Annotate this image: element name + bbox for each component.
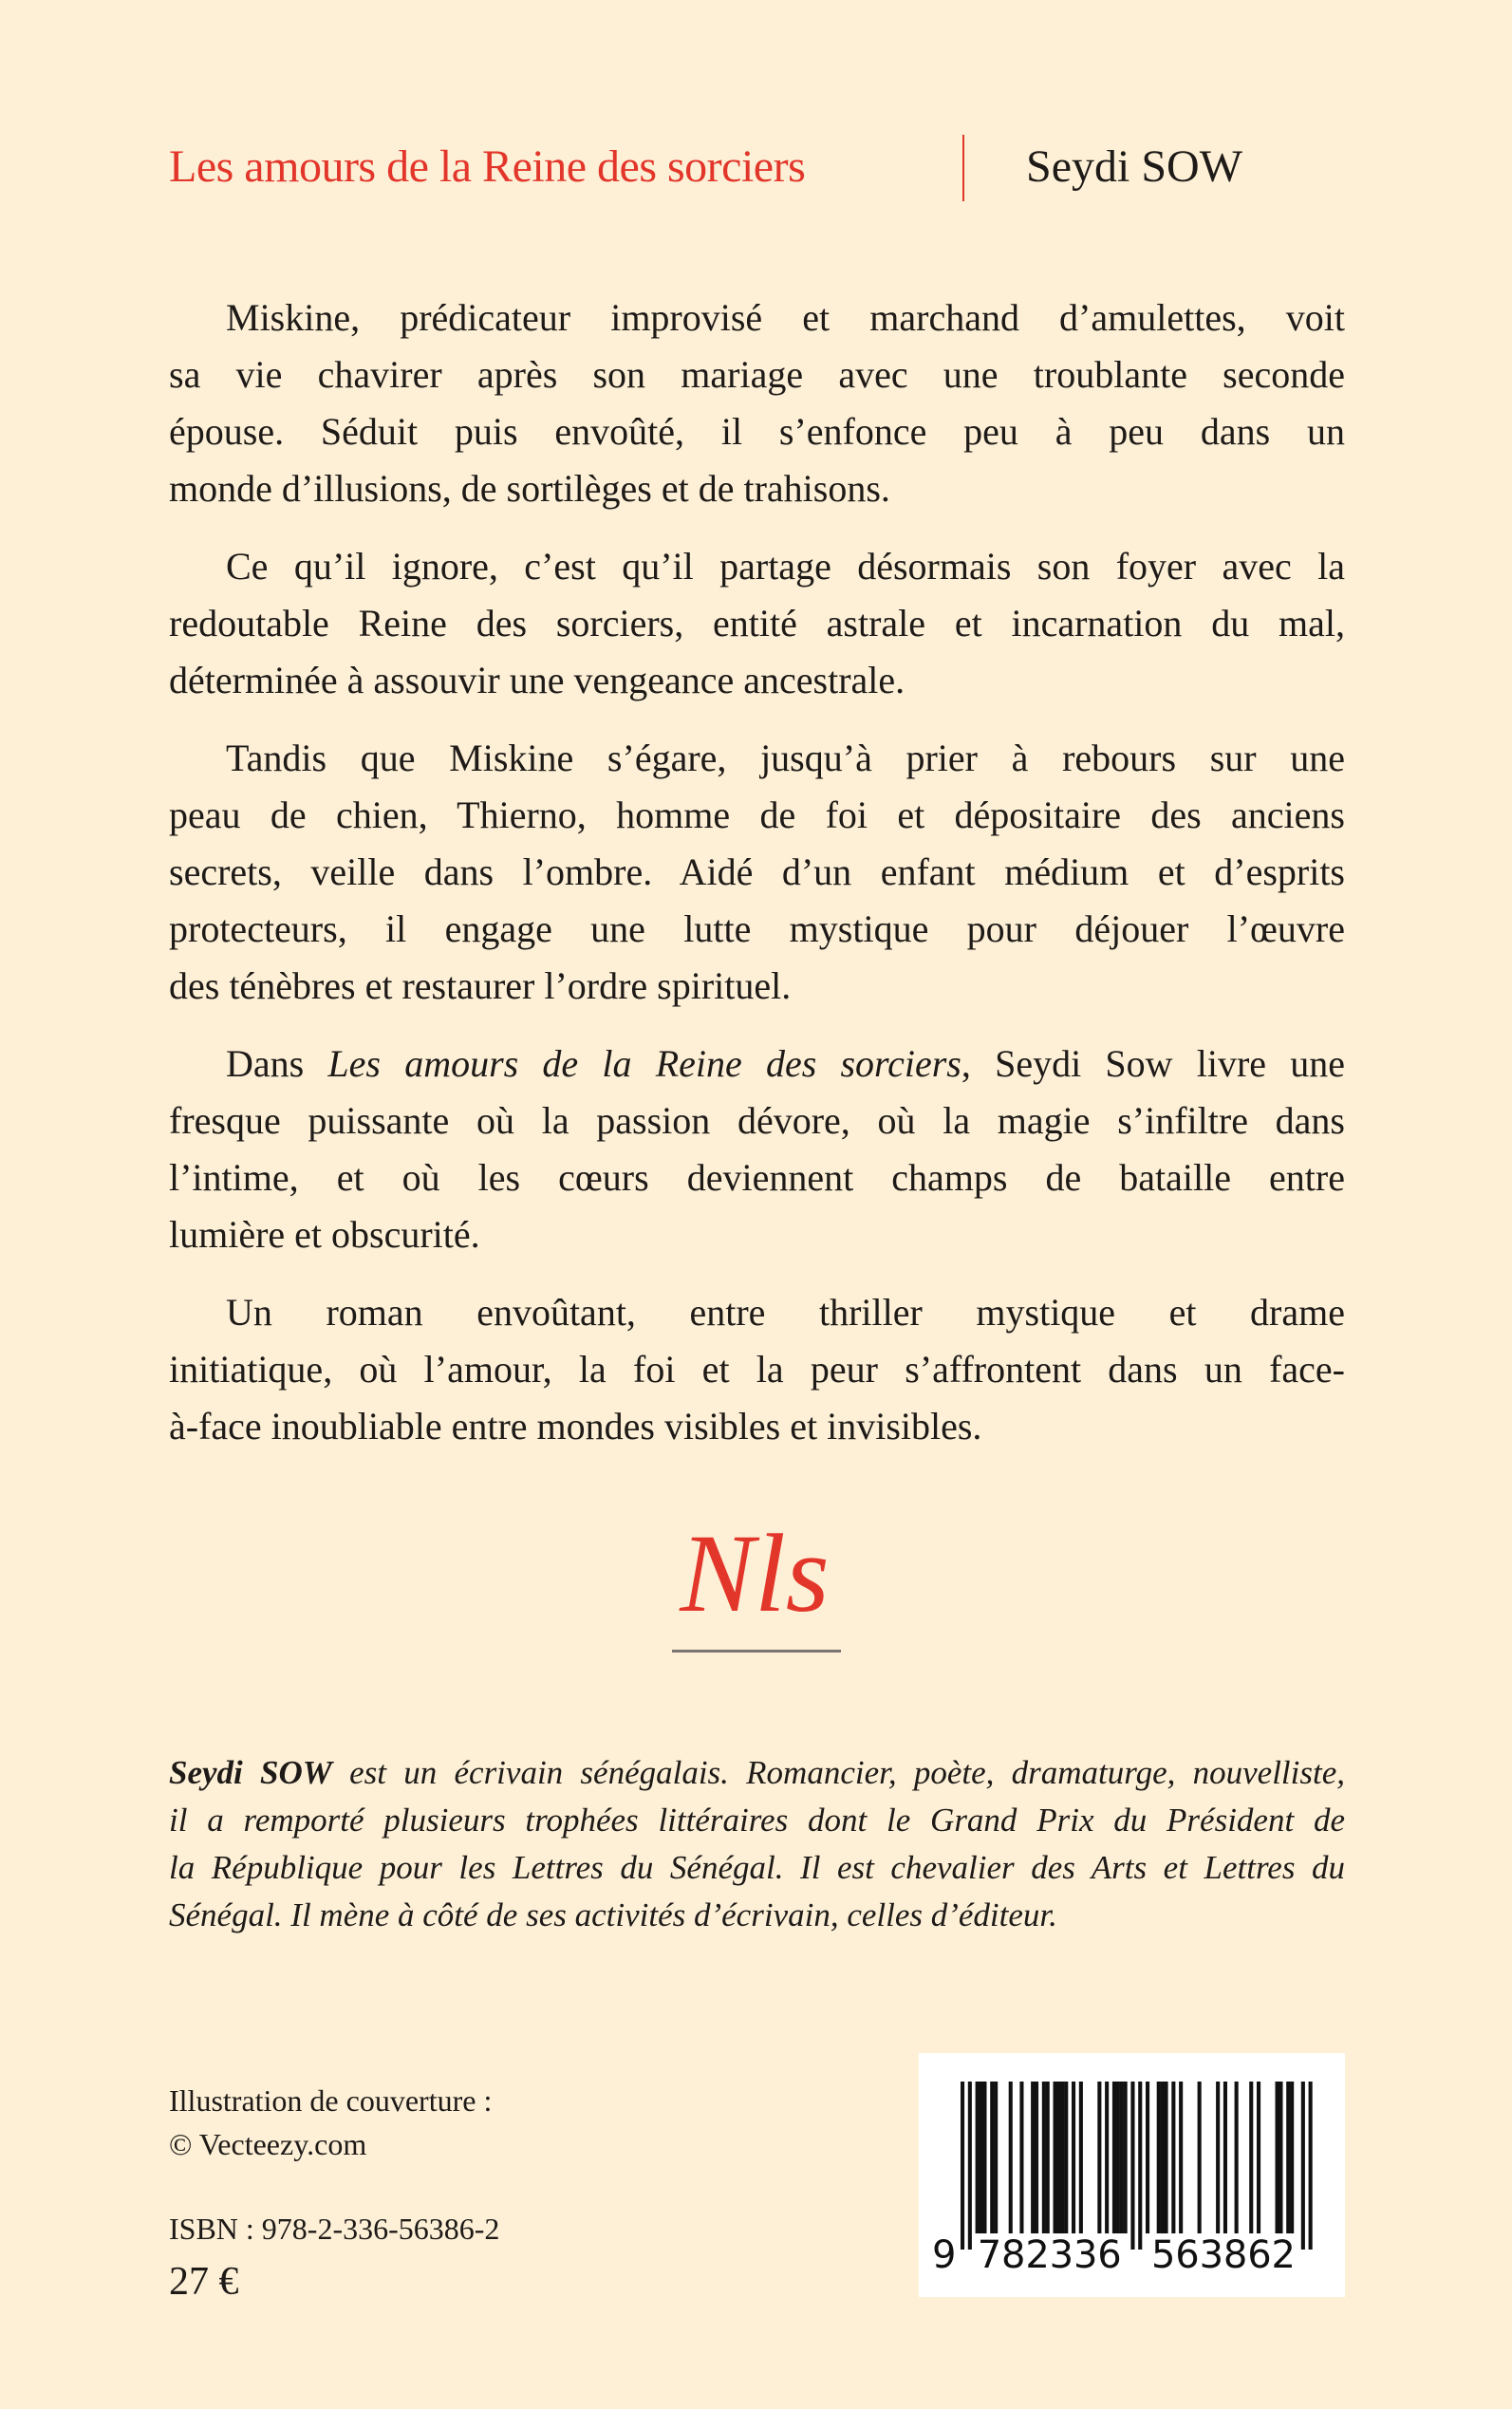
summary-line: l’intime, et où les cœurs deviennent champs de bataille entre xyxy=(169,1156,1345,1199)
summary-line: peau de chien, Thierno, homme de foi et dépositaire des anciens xyxy=(169,794,1345,836)
barcode-bar xyxy=(982,2082,986,2233)
text-run: , Seydi Sow livre une xyxy=(961,1042,1345,1085)
barcode-bar xyxy=(1064,2082,1068,2233)
summary-line: initiatique, où l’amour, la foi et la peur s’affrontent dans un face- xyxy=(169,1348,1345,1391)
book-title: Les amours de la Reine des sorciers xyxy=(169,141,806,192)
publisher-logo: Nls xyxy=(680,1511,830,1635)
barcode-bar xyxy=(1031,2082,1035,2233)
summary-paragraph xyxy=(169,730,1345,1015)
barcode-digits: 563862 xyxy=(1151,2233,1296,2277)
barcode-bar xyxy=(1216,2082,1220,2233)
barcode-bar xyxy=(1179,2082,1183,2233)
illustration-credit-label: Illustration de couverture : xyxy=(169,2083,493,2118)
barcode-bar xyxy=(1171,2082,1175,2233)
summary-line: Miskine, prédicateur improvisé et marchand d’amulettes, voit xyxy=(226,296,1345,339)
barcode-bar xyxy=(1042,2082,1046,2233)
barcode-bar xyxy=(1146,2082,1149,2233)
summary-line: redoutable Reine des sorciers, entité astrale et incarnation du mal, xyxy=(169,602,1345,644)
summary-line: épouse. Séduit puis envoûté, il s’enfonce peu à peu dans un xyxy=(169,410,1345,453)
summary-line: lumière et obscurité. xyxy=(169,1213,480,1256)
barcode-bar xyxy=(1116,2082,1120,2233)
barcode-bar xyxy=(1120,2082,1124,2233)
barcode-bar xyxy=(1112,2082,1116,2233)
summary-line: sa vie chavirer après son mariage avec une troublante seconde xyxy=(169,353,1345,396)
barcode-bar xyxy=(1165,2082,1168,2233)
author-name: Seydi SOW xyxy=(1026,141,1242,192)
barcode-bar xyxy=(1301,2082,1305,2250)
price: 27 € xyxy=(169,2260,239,2304)
summary-line: Un roman envoûtant, entre thriller mystique et drame xyxy=(226,1291,1345,1334)
barcode-bar xyxy=(1138,2082,1142,2250)
bio-author-name: Seydi SOW xyxy=(169,1754,332,1791)
barcode-bar xyxy=(1046,2082,1050,2233)
summary-paragraph xyxy=(169,289,1345,517)
text-run: est un écrivain sénégalais. Romancier, poète, dramaturge, nouvelliste, xyxy=(331,1754,1345,1791)
barcode-bar xyxy=(961,2082,964,2250)
barcode-bar xyxy=(1198,2082,1202,2233)
barcode-bar xyxy=(1079,2082,1083,2233)
barcode-bar xyxy=(1257,2082,1260,2233)
barcode-bar xyxy=(1035,2082,1038,2233)
barcode-bar xyxy=(1054,2082,1057,2233)
header-divider xyxy=(962,135,964,201)
bio-line: il a remporté plusieurs trophées littéraires dont le Grand Prix du Président de xyxy=(169,1802,1345,1839)
barcode-bar xyxy=(1072,2082,1075,2233)
barcode-bar xyxy=(1130,2082,1134,2250)
summary-line: des ténèbres et restaurer l’ordre spirituel. xyxy=(169,964,792,1007)
back-cover-summary xyxy=(169,289,1345,1476)
summary-paragraph xyxy=(169,538,1345,709)
barcode-bar xyxy=(1105,2082,1109,2233)
barcode-digits: 782336 xyxy=(977,2233,1122,2277)
barcode-bar xyxy=(1249,2082,1253,2233)
logo-divider xyxy=(672,1650,841,1653)
barcode-bar xyxy=(990,2082,994,2233)
summary-line xyxy=(169,1036,1345,1092)
book-title-italic: Les amours de la Reine des sorciers xyxy=(327,1042,961,1085)
text-run: Dans xyxy=(226,1042,328,1085)
illustration-credit-source: © Vecteezy.com xyxy=(169,2127,367,2161)
barcode-bar xyxy=(1279,2082,1282,2233)
summary-line: protecteurs, il engage une lutte mystique pour déjouer l’œuvre xyxy=(169,907,1345,950)
bio-line: la République pour les Lettres du Sénégal. Il est chevalier des Arts et Lettres du xyxy=(169,1849,1345,1886)
barcode xyxy=(919,2053,1345,2297)
barcode-bar xyxy=(1309,2082,1313,2250)
barcode-bar xyxy=(1009,2082,1013,2233)
barcode-bar xyxy=(980,2082,983,2233)
barcode-bar xyxy=(1223,2082,1227,2233)
summary-paragraph xyxy=(169,1036,1345,1263)
summary-line: Ce qu’il ignore, c’est qu’il partage désormais son foyer avec la xyxy=(226,545,1345,588)
summary-line: déterminée à assouvir une vengeance ancestrale. xyxy=(169,659,905,701)
barcode-bar xyxy=(1290,2082,1294,2233)
summary-line: Tandis que Miskine s’égare, jusqu’à prier à rebours sur une xyxy=(226,737,1345,779)
summary-line: à-face inoubliable entre mondes visibles et invisibles. xyxy=(169,1405,982,1447)
barcode-bar xyxy=(994,2082,998,2233)
barcode-bar xyxy=(1056,2082,1060,2233)
barcode-bar xyxy=(968,2082,972,2250)
summary-line: secrets, veille dans l’ombre. Aidé d’un enfant médium et d’esprits xyxy=(169,850,1345,893)
bio-line: Sénégal. Il mène à côté de ses activités d’écrivain, celles d’éditeur. xyxy=(169,1896,1057,1933)
barcode-bar xyxy=(1276,2082,1279,2233)
barcode-bar xyxy=(1019,2082,1023,2233)
author-bio xyxy=(169,1749,1345,1939)
isbn: ISBN : 978-2-336-56386-2 xyxy=(169,2212,500,2246)
barcode-graphic xyxy=(919,2053,1345,2297)
barcode-bar xyxy=(1235,2082,1239,2233)
barcode-bar xyxy=(1060,2082,1064,2233)
bio-line xyxy=(169,1749,1345,1797)
barcode-digits: 9 xyxy=(932,2233,957,2277)
barcode-bar xyxy=(1286,2082,1290,2233)
barcode-bar xyxy=(1124,2082,1128,2233)
summary-line: monde d’illusions, de sortilèges et de trahisons. xyxy=(169,467,890,510)
barcode-bar xyxy=(1157,2082,1161,2233)
barcode-bar xyxy=(1097,2082,1101,2233)
summary-paragraph xyxy=(169,1284,1345,1455)
barcode-bar xyxy=(1161,2082,1165,2233)
barcode-bar xyxy=(976,2082,980,2233)
summary-line: fresque puissante où la passion dévore, où la magie s’infiltre dans xyxy=(169,1099,1345,1142)
